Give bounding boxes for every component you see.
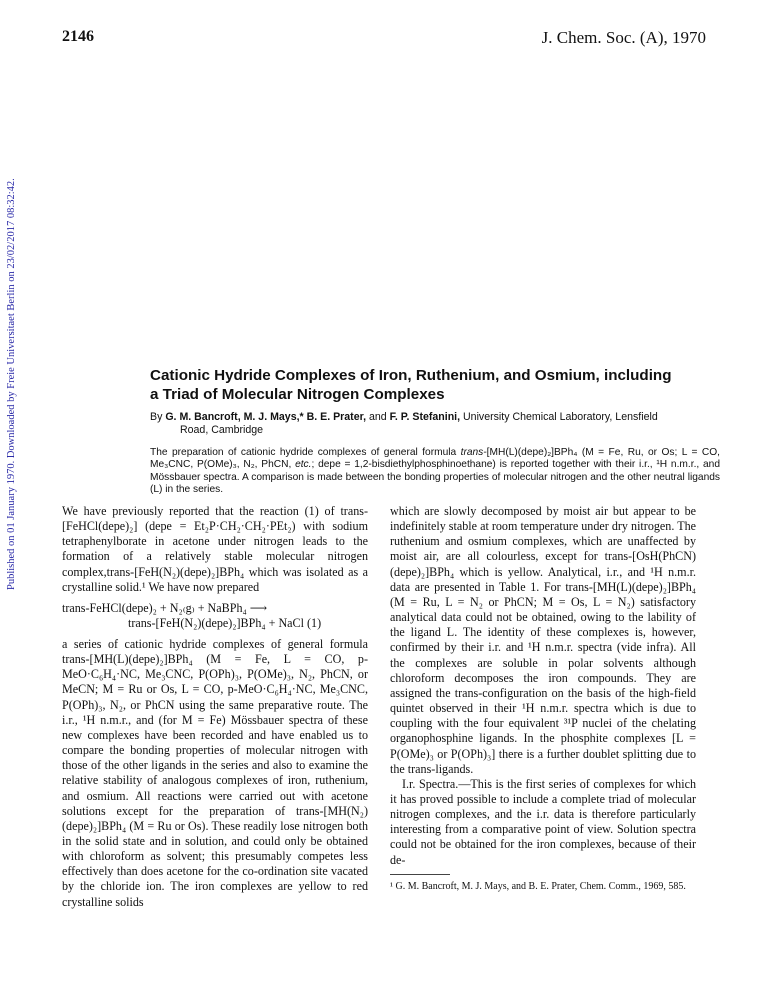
authors-names: G. M. Bancroft, M. J. Mays,* B. E. Prater, <box>165 411 367 423</box>
abstract-text-1: The preparation of cationic hydride complexes of general formula <box>150 447 461 458</box>
abstract-italic: trans- <box>460 447 487 458</box>
authors-prefix: By <box>150 411 166 423</box>
left-column <box>62 504 368 910</box>
article-title <box>150 366 720 404</box>
equation-line-2: trans-[FeH(N₂)(depe)₂]BPh₄ + NaCl (1) <box>128 615 322 630</box>
download-notice <box>6 120 22 590</box>
author-block <box>150 411 720 437</box>
footnote: ¹ G. M. Bancroft, M. J. Mays, and B. E. Prater, Chem. Comm., 1969, 585. <box>390 880 686 892</box>
equation-1 <box>62 601 368 631</box>
abstract-text-3: ; depe = 1,2-bisdiethylphosphinoethane) is reported together with their i.r., ¹H n.m.r., and Mössbauer spectra. A comparison is made between the bonding properties of molecular nitrogen and the other neutral ligands (L) in the series. <box>150 459 720 496</box>
body-paragraph-1: We have previously reported that the reaction (1) of trans-[FeHCl(depe)₂] (depe = Et₂P·CH₂·CH₂·PEt₂) with sodium tetraphenylborate in acetone under nitrogen leads to the formation of a relatively stable molecular nitrogen complex,trans-[FeH(N₂)(depe)₂]BPh₄ which was isolated as a crystalline solid.¹ We have now prepared <box>62 504 368 594</box>
abstract-text-2: [MH(L)(depe)₂]BPh₄ (M = Fe, Ru, or Os; L = CO, Me₃CNC, P(OMe)₃, N₂, PhCN, <box>150 447 720 471</box>
body-paragraph-2: a series of cationic hydride complexes of general formula trans-[MH(L)(depe)₂]BPh₄ (M = Fe, L = CO, p-MeO·C₆H₄·NC, Me₃CNC, P(OPh)₃, P(OMe)₃, N₂, PhCN, or MeCN; M = Ru or Os, L = CO, p-MeO·C₆H₄·NC, Me₃CNC, P(OPh)₃, N₂, or PhCN using the same preparative route. The i.r., ¹H n.m.r., and (for M = Fe) Mössbauer spectra of these new complexes have been recorded and have enabled us to compare the bonding properties of molecular nitrogen with those of the other ligands in the series and also to examine the relative stability of analogous complexes of iron, ruthenium, and osmium. All reactions were carried out with acetone solutions except for the preparation of trans-[MH(N₂)(depe)₂]BPh₄ (M = Ru or Os). These readily lose nitrogen both in the solid state and in solution, and could only be obtained with chloroform as solvent; this presumably competes less effectively than does acetone for the co-ordination site vacated by the chloride ion. The iron complexes are yellow to red crystalline solids <box>62 636 368 909</box>
abstract <box>150 447 720 497</box>
footnote-rule <box>390 874 450 875</box>
body-paragraph-4: I.r. Spectra.—This is the first series of complexes for which it has proved possible to include a complete triad of molecular nitrogen complexes, and the i.r. data is therefore particularly interesting from a comparative point of view. Solution spectra could not be obtained for the iron complexes, because of their de- <box>390 776 696 867</box>
body-paragraph-3: which are slowly decomposed by moist air but appear to be indefinitely stable at room temperature under dry nitrogen. The ruthenium and osmium complexes, which are unaffected by moist air, are all colourless, except for trans-[OsH(PhCN)(depe)₂]BPh₄ which is yellow. Analytical, i.r., and ¹H n.m.r. data are presented in Table 1. For trans-[MH(L)(depe)₂]BPh₄ (M = Ru, L = N₂ or PhCN; M = Os, L = N₂) satisfactory analytical data could not be obtained, owing to the lability of the ligand L. The identity of these complexes is, however, confirmed by their i.r. and ¹H n.m.r. spectra (vide infra). All the complexes are soluble in polar solvents although chloroform decomposes the iron compounds. They are assigned the trans-configuration on the basis of the high-field quintet observed in their ¹H n.m.r. spectra which is due to coupling with the four equivalent ³¹P nuclei of the chelating organophosphine ligands. In the phosphite complexes [L = P(OMe)₃ or P(OPh)₃] there is a further doublet splitting due to the trans-ligands. <box>390 504 696 776</box>
title-line-2: a Triad of Molecular Nitrogen Complexes <box>150 386 445 403</box>
title-line-1: Cationic Hydride Complexes of Iron, Ruthenium, and Osmium, including <box>150 367 672 384</box>
page-number: 2146 <box>62 28 94 45</box>
authors-and: and <box>366 411 390 423</box>
abstract-etc: etc. <box>295 459 312 471</box>
affiliation-line-1: University Chemical Laboratory, Lensfield <box>460 411 658 423</box>
affiliation-line-2: Road, Cambridge <box>180 424 264 436</box>
right-column <box>390 504 696 893</box>
equation-line-1: trans-FeHCl(depe)₂ + N₂₍g₎ + NaBPh₄ ⟶ <box>62 600 268 615</box>
journal-header: J. Chem. Soc. (A), 1970 <box>541 28 706 47</box>
download-notice-text[interactable]: Published on 01 January 1970. Downloaded by Freie Universitaet Berlin on 23/02/2017 08:32:42. <box>6 178 17 590</box>
authors-last: F. P. Stefanini, <box>389 411 461 423</box>
